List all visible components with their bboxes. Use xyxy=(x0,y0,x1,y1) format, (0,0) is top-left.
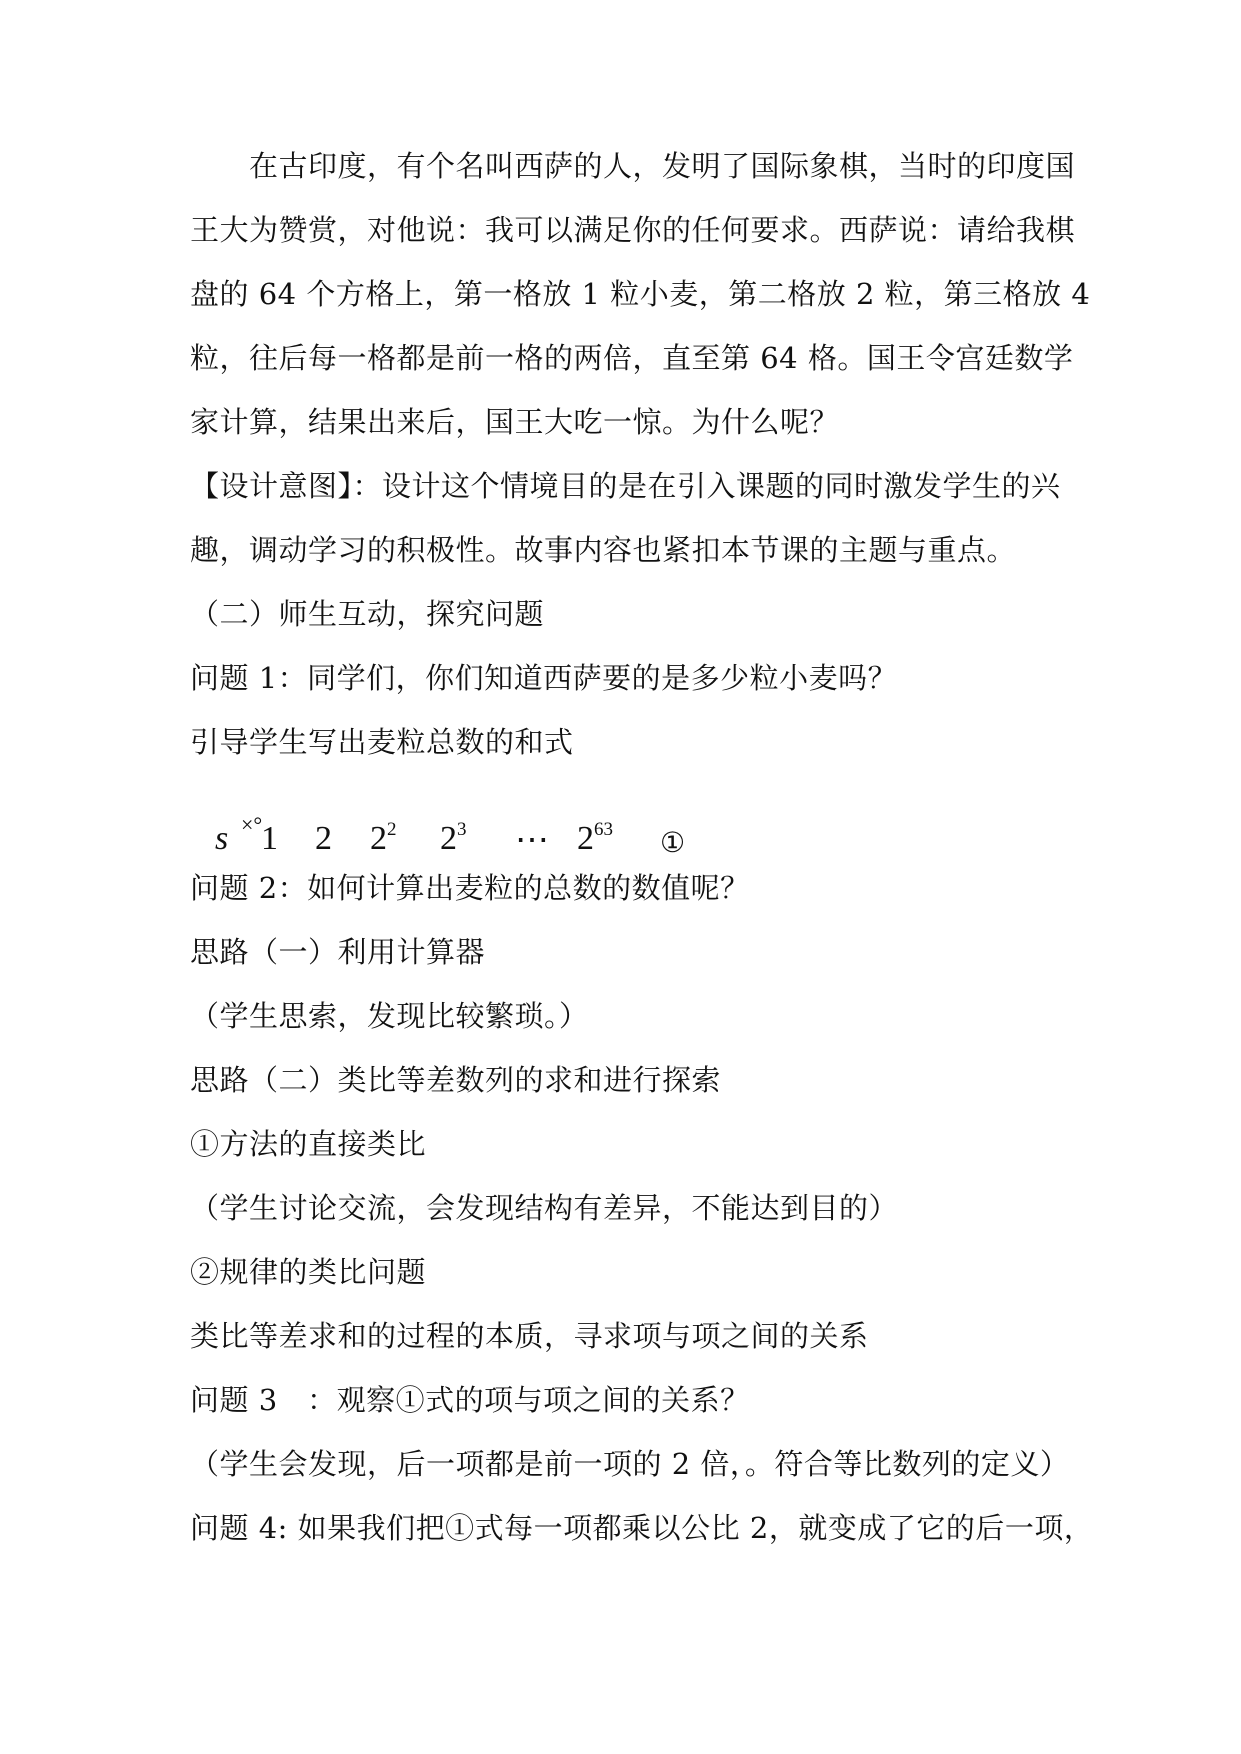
formula-term-4: $2^3$ xyxy=(440,818,467,857)
question-1: 问题 1：同学们，你们知道西萨要的是多少粒小麦吗？ xyxy=(190,661,898,695)
story-line-1: 在古印度，有个名叫西萨的人，发明了国际象棋，当时的印度国 xyxy=(190,149,1076,183)
formula-term-2: 2 xyxy=(315,820,332,857)
story-line-2: 王大为赞赏，对他说：我可以满足你的任何要求。西萨说：请给我棋 xyxy=(190,213,1076,247)
approach-1: 思路（一）利用计算器 xyxy=(190,935,486,969)
question-3-note: （学生会发现，后一项都是前一项的 2 倍，。符合等比数列的定义） xyxy=(190,1447,1070,1481)
question-2: 问题 2：如何计算出麦粒的总数的数值呢？ xyxy=(190,871,750,905)
formula-s: s xyxy=(215,820,229,857)
formula-term-3: $2^2$ xyxy=(370,818,397,857)
formula-marker: ① xyxy=(660,828,686,859)
approach-1-note: （学生思索，发现比较繁琐。） xyxy=(190,999,589,1033)
question-3: 问题 3 ：观察①式的项与项之间的关系？ xyxy=(190,1383,750,1417)
pattern-analogy: ②规律的类比问题 xyxy=(190,1255,427,1289)
pattern-analogy-note: 类比等差求和的过程的本质，寻求项与项之间的关系 xyxy=(190,1319,869,1353)
formula-term-1: 1 xyxy=(261,820,278,857)
design-intent-line-1: 【设计意图】：设计这个情境目的是在引入课题的同时激发学生的兴 xyxy=(190,469,1061,503)
formula-term-last: $2^{63}$ xyxy=(577,818,613,857)
guide-text: 引导学生写出麦粒总数的和式 xyxy=(190,725,574,759)
design-intent-line-2: 趣，调动学习的积极性。故事内容也紧扣本节课的主题与重点。 xyxy=(190,533,1017,567)
approach-2: 思路（二）类比等差数列的求和进行探索 xyxy=(190,1063,722,1097)
method-analogy-note: （学生讨论交流，会发现结构有差异，不能达到目的） xyxy=(190,1191,899,1225)
sum-formula xyxy=(215,812,735,872)
question-4: 问题 4: 如果我们把①式每一项都乘以公比 2，就变成了它的后一项， xyxy=(190,1511,1094,1545)
formula-ellipsis: ⋯ xyxy=(515,822,549,859)
story-line-3: 盘的 64 个方格上，第一格放 1 粒小麦，第二格放 2 粒，第三格放 4 xyxy=(190,277,1091,311)
formula-equals-garbled: ×° xyxy=(241,812,263,837)
story-line-5: 家计算，结果出来后，国王大吃一惊。为什么呢？ xyxy=(190,405,840,439)
method-analogy: ①方法的直接类比 xyxy=(190,1127,427,1161)
story-line-4: 粒，往后每一格都是前一格的两倍，直至第 64 格。国王令宫廷数学 xyxy=(190,341,1074,375)
section-heading: （二）师生互动，探究问题 xyxy=(190,597,545,631)
